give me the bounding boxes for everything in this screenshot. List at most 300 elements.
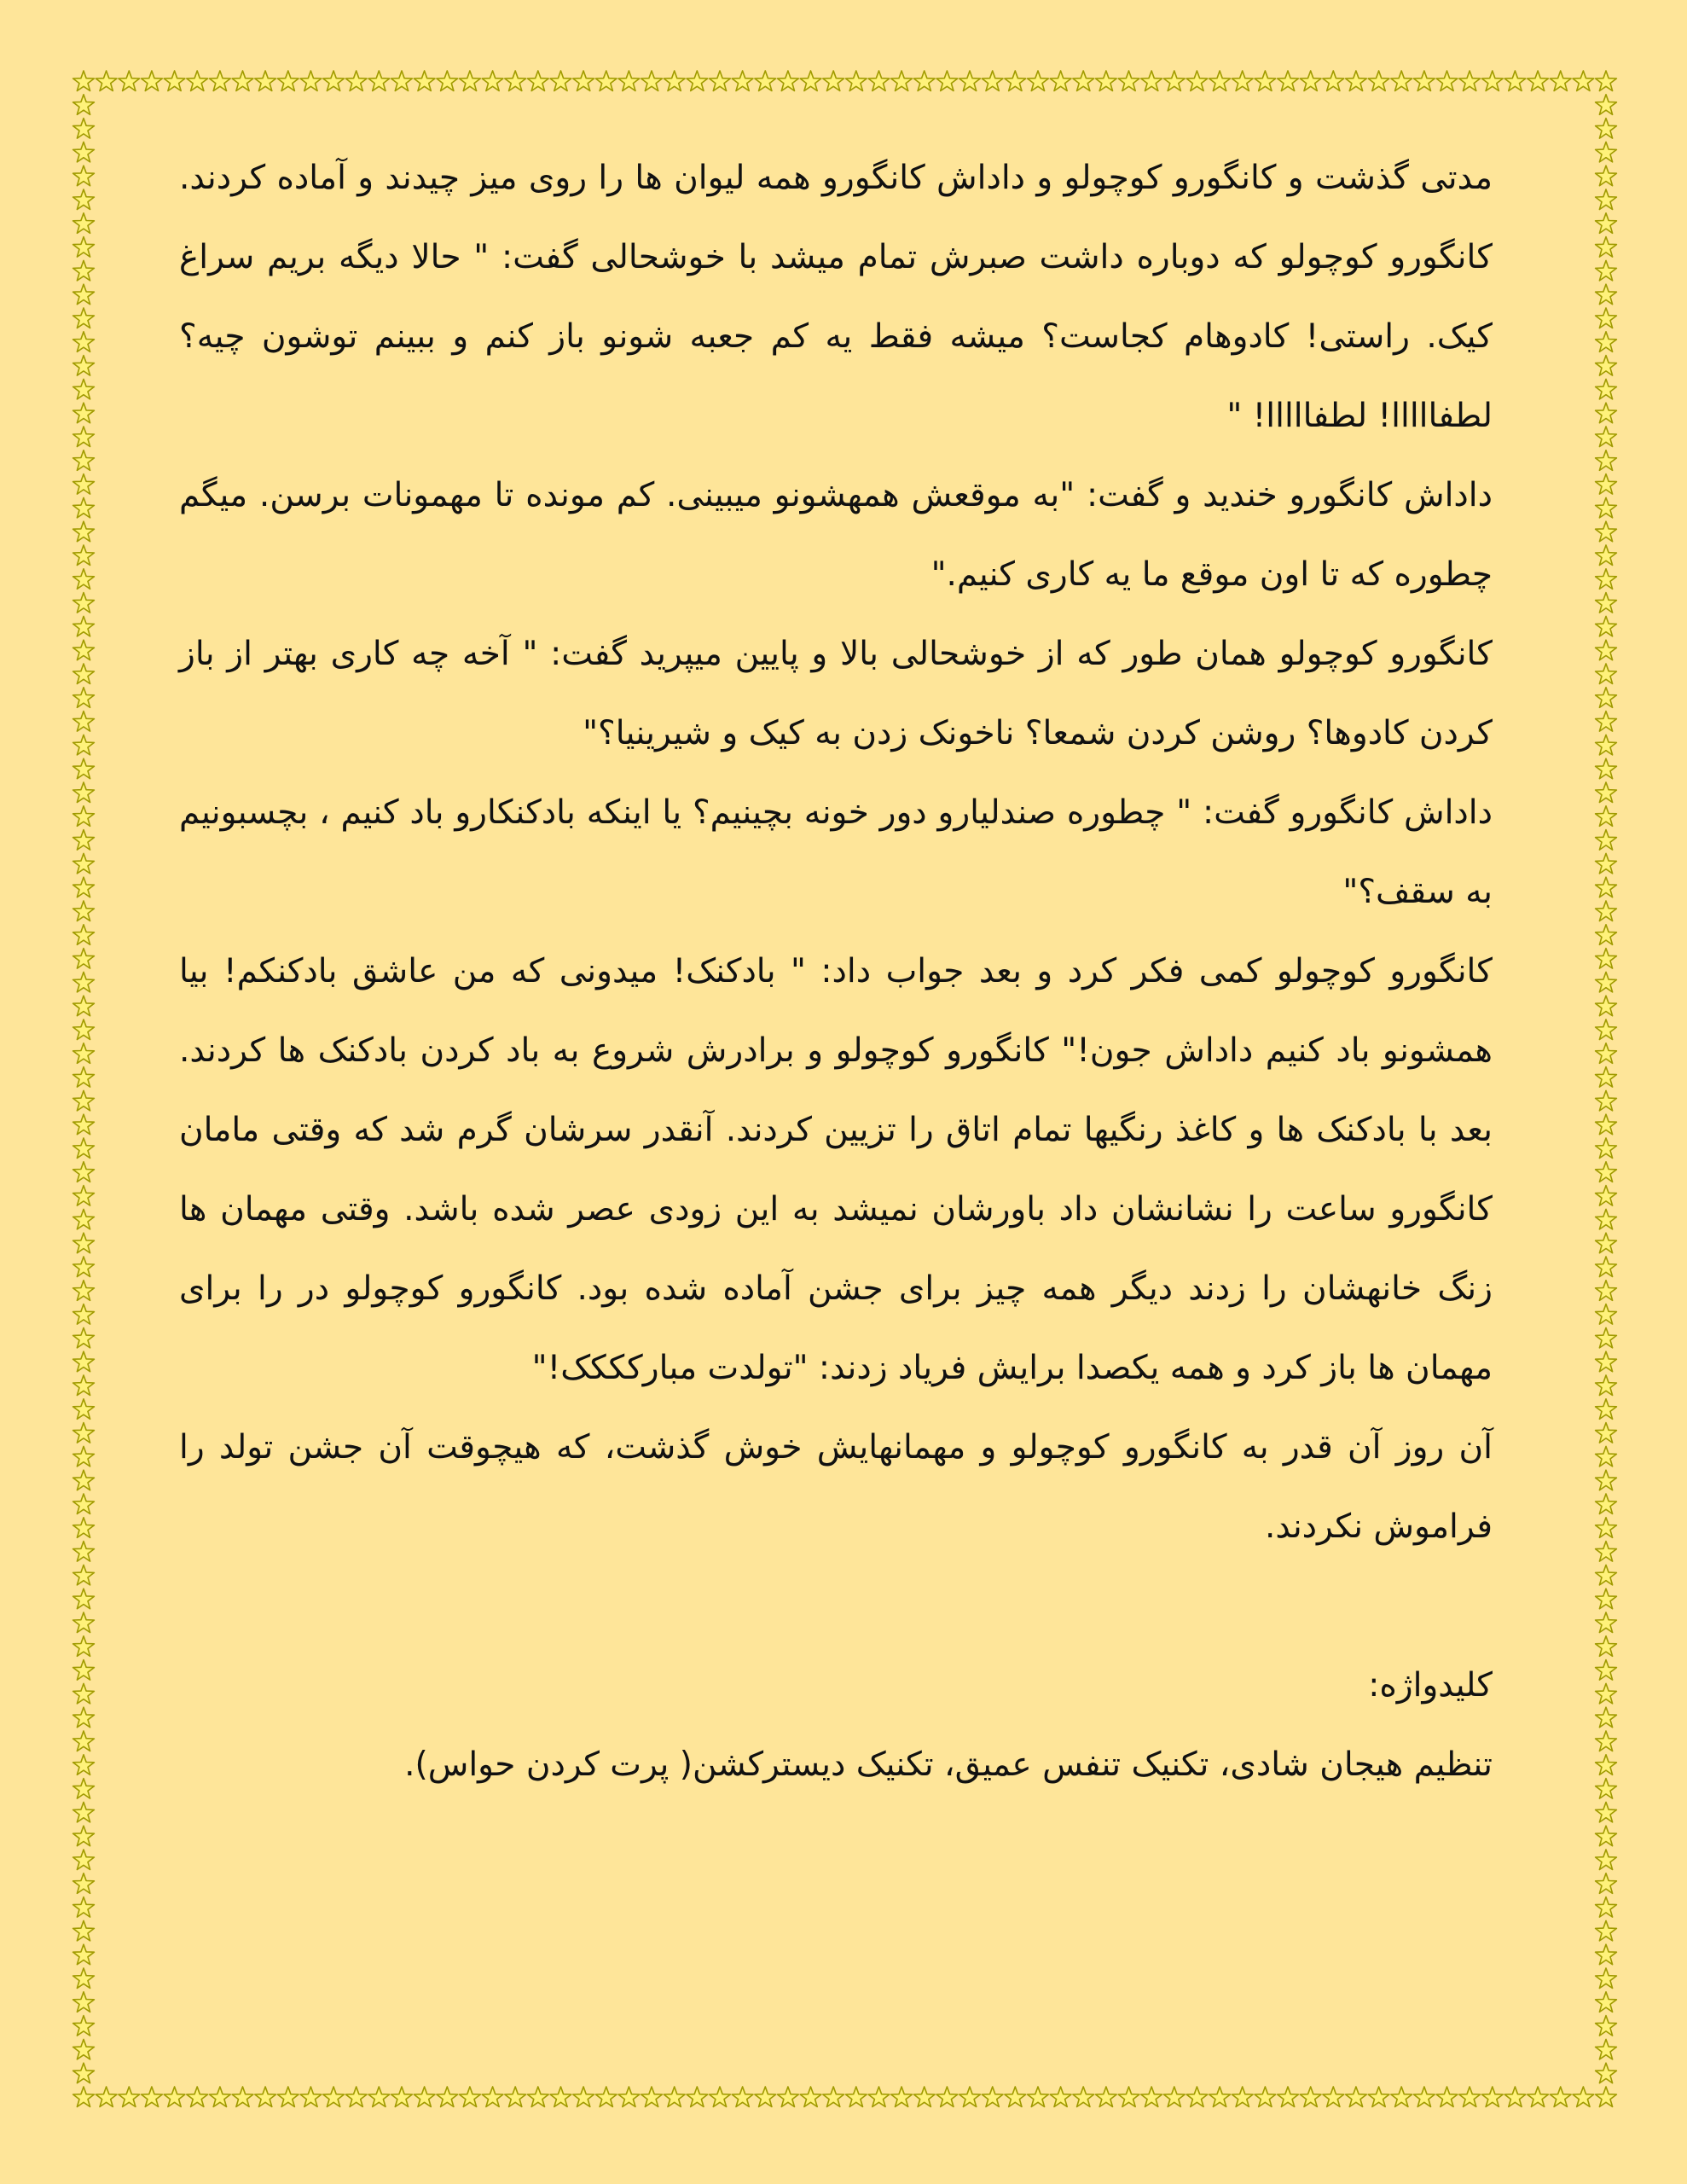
star-outline-icon: [73, 497, 95, 518]
star-outline-icon: [187, 71, 208, 91]
star-outline-icon: [1596, 901, 1617, 921]
star-outline-icon: [664, 71, 685, 91]
star-outline-icon: [1596, 1660, 1617, 1681]
star-outline-icon: [1436, 2087, 1458, 2107]
star-outline-icon: [778, 71, 799, 91]
star-outline-icon: [1596, 569, 1617, 590]
star-outline-icon: [73, 806, 95, 827]
star-outline-icon: [1073, 2087, 1094, 2107]
star-outline-icon: [846, 71, 867, 91]
star-outline-icon: [1596, 758, 1617, 779]
star-outline-icon: [73, 1992, 95, 2013]
star-outline-icon: [277, 71, 299, 91]
star-outline-icon: [73, 379, 95, 399]
star-outline-icon: [1596, 189, 1617, 210]
star-outline-icon: [1436, 71, 1458, 91]
star-outline-icon: [732, 2087, 753, 2107]
star-outline-icon: [73, 782, 95, 803]
star-outline-icon: [936, 71, 958, 91]
star-outline-icon: [664, 2087, 685, 2107]
star-outline-icon: [187, 2087, 208, 2107]
star-outline-icon: [73, 1826, 95, 1846]
star-outline-icon: [1596, 616, 1617, 636]
star-outline-icon: [1596, 640, 1617, 660]
star-outline-icon: [1596, 949, 1617, 969]
story-paragraph: کانگورو کوچولو همان طور که از خوشحالی بالا و پایین میپرید گفت: " آخه چه کاری بهتر از باز کردن کادوها؟ روشن کردن شمعا؟ ناخونک زدن به کیک و شیرینیا؟": [179, 635, 1493, 752]
star-outline-icon: [1346, 2087, 1367, 2107]
star-outline-icon: [528, 71, 549, 91]
story-paragraph: مدتی گذشت و کانگورو کوچولو و داداش کانگورو همه لیوان ها را روی میز چیدند و آماده کردند. کانگورو کوچولو که دوباره داشت صبرش تمام میشد با خوشحالی گفت: " حالا دیگه بریم سراغ کیک. راستی! کادوهام کجاست؟ میشه فقط یه کم جعبه شونو باز کنم و ببینم توشون چیه؟ لطفااااا! لطفااااا! ": [179, 159, 1493, 435]
star-outline-icon: [73, 1565, 95, 1585]
star-outline-icon: [1278, 2087, 1299, 2107]
story-paragraph: آن روز آن قدر به کانگورو کوچولو و مهمانهایش خوش گذشت، که هیچوقت آن جشن تولد را فراموش نکردند.: [179, 1428, 1493, 1546]
star-outline-icon: [73, 284, 95, 305]
star-outline-icon: [1596, 1589, 1617, 1609]
star-outline-icon: [1255, 2087, 1276, 2107]
star-outline-icon: [1596, 1944, 1617, 1965]
star-outline-icon: [73, 427, 95, 447]
star-outline-icon: [1504, 2087, 1526, 2107]
star-outline-icon: [1596, 1707, 1617, 1728]
star-outline-icon: [1596, 1565, 1617, 1585]
star-outline-icon: [73, 877, 95, 897]
star-outline-icon: [73, 1209, 95, 1229]
star-outline-icon: [73, 1186, 95, 1206]
star-outline-icon: [323, 2087, 345, 2107]
star-outline-icon: [73, 853, 95, 874]
star-outline-icon: [73, 996, 95, 1016]
star-outline-icon: [595, 71, 617, 91]
star-outline-icon: [437, 2087, 458, 2107]
star-outline-icon: [1596, 1375, 1617, 1396]
star-outline-icon: [73, 972, 95, 992]
star-outline-icon: [573, 2087, 594, 2107]
star-outline-icon: [73, 356, 95, 376]
star-outline-icon: [73, 474, 95, 495]
star-outline-icon: [73, 1090, 95, 1111]
star-outline-icon: [1209, 2087, 1231, 2107]
star-outline-icon: [73, 1707, 95, 1728]
story-paragraph: کانگورو کوچولو کمی فکر کرد و بعد جواب داد: " بادکنک! میدونی که من عاشق بادکنکم! بیا همشونو باد کنیم داداش جون!" کانگورو کوچولو و برادرش شروع به باد کردن بادکنک ها کردند. بعد با بادکنک ها و کاغذ رنگیها تمام اتاق را تزیین کردند. آنقدر سرشان گرم شد که وقتی مامان کانگورو ساعت را نشانشان داد باورشان نمیشد به این زودی عصر شده باشد. وقتی مهمان ها زنگ خانهشان را زدند دیگر همه چیز برای جشن آماده شده بود. کانگورو کوچولو در را برای مهمان ها باز کرد و همه یکصدا برایش فریاد زدند: "تولدت مبارکککک!": [179, 952, 1493, 1387]
star-outline-icon: [959, 71, 981, 91]
star-outline-icon: [1596, 1731, 1617, 1751]
star-outline-icon: [210, 2087, 231, 2107]
star-outline-icon: [73, 664, 95, 684]
star-outline-icon: [345, 71, 367, 91]
star-outline-icon: [1596, 260, 1617, 281]
star-outline-icon: [73, 1683, 95, 1704]
star-outline-icon: [1073, 71, 1094, 91]
star-outline-icon: [73, 1019, 95, 1040]
star-outline-icon: [142, 71, 163, 91]
star-outline-icon: [573, 71, 594, 91]
star-outline-icon: [1300, 2087, 1321, 2107]
star-outline-icon: [1596, 972, 1617, 992]
star-outline-icon: [73, 1944, 95, 1965]
star-outline-icon: [73, 1446, 95, 1467]
star-outline-icon: [1596, 521, 1617, 542]
star-outline-icon: [232, 2087, 253, 2107]
story-paragraph: داداش کانگورو خندید و گفت: "به موقعش همهشونو میبینی. کم مونده تا مهمونات برسن. میگم چطوره که تا اون موقع ما یه کاری کنیم.": [179, 476, 1493, 594]
star-outline-icon: [73, 1067, 95, 1088]
star-outline-icon: [73, 949, 95, 969]
star-outline-icon: [73, 925, 95, 945]
star-outline-icon: [823, 2087, 844, 2107]
star-outline-icon: [73, 1470, 95, 1490]
star-outline-icon: [1528, 71, 1549, 91]
star-outline-icon: [73, 1731, 95, 1751]
star-outline-icon: [368, 2087, 390, 2107]
star-outline-icon: [1596, 1138, 1617, 1159]
star-outline-icon: [1596, 593, 1617, 613]
star-outline-icon: [1596, 996, 1617, 1016]
star-outline-icon: [1596, 1446, 1617, 1467]
star-outline-icon: [73, 403, 95, 423]
star-outline-icon: [1528, 2087, 1549, 2107]
star-outline-icon: [1596, 2016, 1617, 2036]
star-outline-icon: [142, 2087, 163, 2107]
star-outline-icon: [73, 450, 95, 471]
star-outline-icon: [618, 2087, 640, 2107]
star-outline-icon: [73, 260, 95, 281]
star-outline-icon: [1596, 166, 1617, 186]
star-outline-icon: [1596, 1281, 1617, 1301]
star-outline-icon: [1596, 119, 1617, 139]
star-outline-icon: [710, 2087, 731, 2107]
star-outline-icon: [1300, 71, 1321, 91]
star-outline-icon: [868, 2087, 890, 2107]
star-outline-icon: [73, 2016, 95, 2036]
star-outline-icon: [1278, 71, 1299, 91]
star-outline-icon: [1596, 1257, 1617, 1277]
star-outline-icon: [73, 2087, 95, 2107]
star-outline-icon: [1596, 403, 1617, 423]
star-outline-icon: [1141, 71, 1162, 91]
star-outline-icon: [73, 308, 95, 328]
star-outline-icon: [73, 166, 95, 186]
star-outline-icon: [73, 71, 95, 91]
star-outline-icon: [528, 2087, 549, 2107]
star-outline-icon: [618, 71, 640, 91]
star-outline-icon: [1481, 2087, 1503, 2107]
star-outline-icon: [73, 1897, 95, 1918]
star-outline-icon: [391, 2087, 413, 2107]
star-outline-icon: [73, 1233, 95, 1253]
star-outline-icon: [1186, 2087, 1208, 2107]
star-outline-icon: [1186, 71, 1208, 91]
star-outline-icon: [1596, 308, 1617, 328]
star-outline-icon: [1550, 2087, 1571, 2107]
star-outline-icon: [73, 712, 95, 732]
star-outline-icon: [73, 545, 95, 566]
star-outline-icon: [1596, 712, 1617, 732]
story-text: [179, 138, 1493, 1804]
star-outline-icon: [1596, 1826, 1617, 1846]
star-outline-icon: [1596, 806, 1617, 827]
star-outline-icon: [73, 1304, 95, 1325]
star-outline-icon: [1596, 925, 1617, 945]
star-outline-icon: [1596, 1755, 1617, 1775]
star-outline-icon: [1596, 356, 1617, 376]
star-outline-icon: [73, 213, 95, 233]
star-outline-icon: [1596, 2063, 1617, 2083]
star-outline-icon: [73, 1375, 95, 1396]
star-outline-icon: [1596, 1043, 1617, 1064]
star-outline-icon: [73, 1612, 95, 1633]
star-outline-icon: [96, 71, 117, 91]
star-outline-icon: [73, 1138, 95, 1159]
star-outline-icon: [868, 71, 890, 91]
star-outline-icon: [550, 2087, 571, 2107]
star-outline-icon: [73, 830, 95, 851]
star-outline-icon: [1118, 2087, 1139, 2107]
star-outline-icon: [1596, 2039, 1617, 2059]
star-outline-icon: [73, 593, 95, 613]
star-outline-icon: [73, 2063, 95, 2083]
star-outline-icon: [755, 71, 776, 91]
star-outline-icon: [73, 521, 95, 542]
star-outline-icon: [823, 71, 844, 91]
star-outline-icon: [1596, 213, 1617, 233]
star-outline-icon: [1346, 71, 1367, 91]
star-outline-icon: [73, 1660, 95, 1681]
star-outline-icon: [1028, 71, 1049, 91]
star-outline-icon: [1596, 1873, 1617, 1894]
star-outline-icon: [255, 71, 276, 91]
star-outline-icon: [1596, 1186, 1617, 1206]
star-outline-icon: [1481, 71, 1503, 91]
star-outline-icon: [1596, 379, 1617, 399]
star-outline-icon: [1596, 95, 1617, 115]
star-outline-icon: [982, 71, 1003, 91]
star-outline-icon: [1391, 71, 1412, 91]
star-outline-icon: [1596, 1423, 1617, 1443]
star-outline-icon: [1209, 71, 1231, 91]
star-outline-icon: [73, 758, 95, 779]
star-outline-icon: [1596, 497, 1617, 518]
star-outline-icon: [1596, 1233, 1617, 1253]
star-outline-icon: [119, 2087, 140, 2107]
star-outline-icon: [710, 71, 731, 91]
star-outline-icon: [1459, 2087, 1481, 2107]
star-outline-icon: [73, 2039, 95, 2059]
star-outline-icon: [1550, 71, 1571, 91]
star-outline-icon: [1459, 71, 1481, 91]
star-outline-icon: [1096, 71, 1117, 91]
star-outline-icon: [73, 1114, 95, 1135]
star-outline-icon: [505, 71, 526, 91]
star-outline-icon: [368, 71, 390, 91]
star-outline-icon: [1596, 830, 1617, 851]
star-outline-icon: [164, 71, 185, 91]
star-outline-icon: [460, 71, 481, 91]
star-outline-icon: [1050, 71, 1071, 91]
star-outline-icon: [1414, 71, 1435, 91]
star-outline-icon: [1141, 2087, 1162, 2107]
star-outline-icon: [1596, 1304, 1617, 1325]
star-outline-icon: [1163, 2087, 1185, 2107]
star-outline-icon: [1232, 71, 1253, 91]
star-outline-icon: [414, 71, 435, 91]
star-outline-icon: [482, 2087, 503, 2107]
star-outline-icon: [73, 1755, 95, 1775]
star-outline-icon: [73, 569, 95, 590]
star-outline-icon: [1596, 1019, 1617, 1040]
star-outline-icon: [73, 1257, 95, 1277]
star-outline-icon: [913, 71, 935, 91]
star-outline-icon: [1596, 1114, 1617, 1135]
star-outline-icon: [732, 71, 753, 91]
star-outline-icon: [1596, 545, 1617, 566]
star-outline-icon: [1596, 237, 1617, 258]
star-outline-icon: [1255, 71, 1276, 91]
star-outline-icon: [1596, 284, 1617, 305]
star-outline-icon: [73, 1802, 95, 1822]
star-outline-icon: [1596, 1470, 1617, 1490]
star-outline-icon: [913, 2087, 935, 2107]
star-outline-icon: [1005, 71, 1026, 91]
star-outline-icon: [1050, 2087, 1071, 2107]
star-outline-icon: [1504, 71, 1526, 91]
star-outline-icon: [1596, 1683, 1617, 1704]
star-outline-icon: [1232, 2087, 1253, 2107]
star-outline-icon: [73, 688, 95, 708]
star-outline-icon: [73, 1636, 95, 1657]
star-outline-icon: [959, 2087, 981, 2107]
star-outline-icon: [1118, 71, 1139, 91]
star-outline-icon: [1323, 2087, 1344, 2107]
star-outline-icon: [800, 2087, 821, 2107]
star-outline-icon: [73, 1351, 95, 1372]
star-outline-icon: [1596, 782, 1617, 803]
star-outline-icon: [1028, 2087, 1049, 2107]
star-outline-icon: [73, 142, 95, 162]
star-outline-icon: [1573, 2087, 1594, 2107]
star-outline-icon: [1596, 1992, 1617, 2013]
star-outline-icon: [1596, 853, 1617, 874]
star-outline-icon: [73, 640, 95, 660]
star-outline-icon: [1573, 71, 1594, 91]
star-outline-icon: [73, 189, 95, 210]
star-outline-icon: [73, 1968, 95, 1989]
star-outline-icon: [73, 901, 95, 921]
star-outline-icon: [73, 1873, 95, 1894]
star-outline-icon: [1596, 877, 1617, 897]
star-outline-icon: [687, 2087, 708, 2107]
star-outline-icon: [1596, 1802, 1617, 1822]
star-outline-icon: [550, 71, 571, 91]
star-outline-icon: [1596, 474, 1617, 495]
star-outline-icon: [800, 71, 821, 91]
keyword-list: تنظیم هیجان شادی، تکنیک تنفس عمیق، تکنیک دیسترکشن( پرت کردن حواس).: [404, 1745, 1493, 1784]
star-outline-icon: [891, 71, 913, 91]
star-outline-icon: [1596, 1968, 1617, 1989]
star-outline-icon: [1596, 1209, 1617, 1229]
star-outline-icon: [414, 2087, 435, 2107]
star-outline-icon: [73, 735, 95, 755]
star-outline-icon: [1368, 2087, 1389, 2107]
star-outline-icon: [73, 1327, 95, 1348]
star-outline-icon: [73, 616, 95, 636]
star-outline-icon: [73, 237, 95, 258]
paragraph-spacer: [179, 1566, 1493, 1646]
star-outline-icon: [482, 71, 503, 91]
star-outline-icon: [1323, 71, 1344, 91]
star-outline-icon: [1596, 1897, 1617, 1918]
star-outline-icon: [1596, 664, 1617, 684]
star-outline-icon: [1596, 71, 1617, 91]
star-outline-icon: [595, 2087, 617, 2107]
star-outline-icon: [345, 2087, 367, 2107]
star-outline-icon: [73, 1779, 95, 1799]
star-outline-icon: [1596, 1351, 1617, 1372]
star-outline-icon: [391, 71, 413, 91]
star-outline-icon: [1596, 1636, 1617, 1657]
star-outline-icon: [73, 1399, 95, 1420]
star-outline-icon: [641, 2087, 663, 2107]
star-outline-icon: [300, 71, 322, 91]
star-outline-icon: [687, 71, 708, 91]
star-outline-icon: [778, 2087, 799, 2107]
star-outline-icon: [96, 2087, 117, 2107]
star-outline-icon: [1414, 2087, 1435, 2107]
star-outline-icon: [277, 2087, 299, 2107]
star-outline-icon: [73, 1494, 95, 1514]
star-outline-icon: [1596, 2087, 1617, 2107]
star-outline-icon: [164, 2087, 185, 2107]
star-outline-icon: [73, 1518, 95, 1538]
star-outline-icon: [73, 119, 95, 139]
star-outline-icon: [1596, 1518, 1617, 1538]
star-outline-icon: [232, 71, 253, 91]
star-outline-icon: [1596, 142, 1617, 162]
star-outline-icon: [73, 1589, 95, 1609]
star-outline-icon: [1005, 2087, 1026, 2107]
star-outline-icon: [641, 71, 663, 91]
star-outline-icon: [73, 1920, 95, 1941]
star-outline-icon: [1596, 1779, 1617, 1799]
star-outline-icon: [1596, 688, 1617, 708]
star-outline-icon: [1163, 71, 1185, 91]
star-outline-icon: [891, 2087, 913, 2107]
star-outline-icon: [505, 2087, 526, 2107]
star-outline-icon: [73, 1423, 95, 1443]
star-outline-icon: [1596, 450, 1617, 471]
star-outline-icon: [1596, 1850, 1617, 1870]
star-outline-icon: [1596, 1090, 1617, 1111]
star-outline-icon: [323, 71, 345, 91]
star-outline-icon: [1596, 427, 1617, 447]
star-outline-icon: [1596, 332, 1617, 352]
star-outline-icon: [1596, 1920, 1617, 1941]
star-outline-icon: [1596, 1399, 1617, 1420]
star-outline-icon: [73, 1162, 95, 1182]
star-outline-icon: [1596, 1612, 1617, 1633]
star-outline-icon: [936, 2087, 958, 2107]
star-outline-icon: [300, 2087, 322, 2107]
star-outline-icon: [1368, 71, 1389, 91]
star-outline-icon: [255, 2087, 276, 2107]
star-outline-icon: [210, 71, 231, 91]
star-outline-icon: [1596, 1067, 1617, 1088]
star-outline-icon: [1391, 2087, 1412, 2107]
keyword-heading: کلیدواژه:: [1368, 1666, 1493, 1705]
star-outline-icon: [982, 2087, 1003, 2107]
star-outline-icon: [119, 71, 140, 91]
star-outline-icon: [846, 2087, 867, 2107]
star-outline-icon: [73, 1281, 95, 1301]
star-outline-icon: [460, 2087, 481, 2107]
